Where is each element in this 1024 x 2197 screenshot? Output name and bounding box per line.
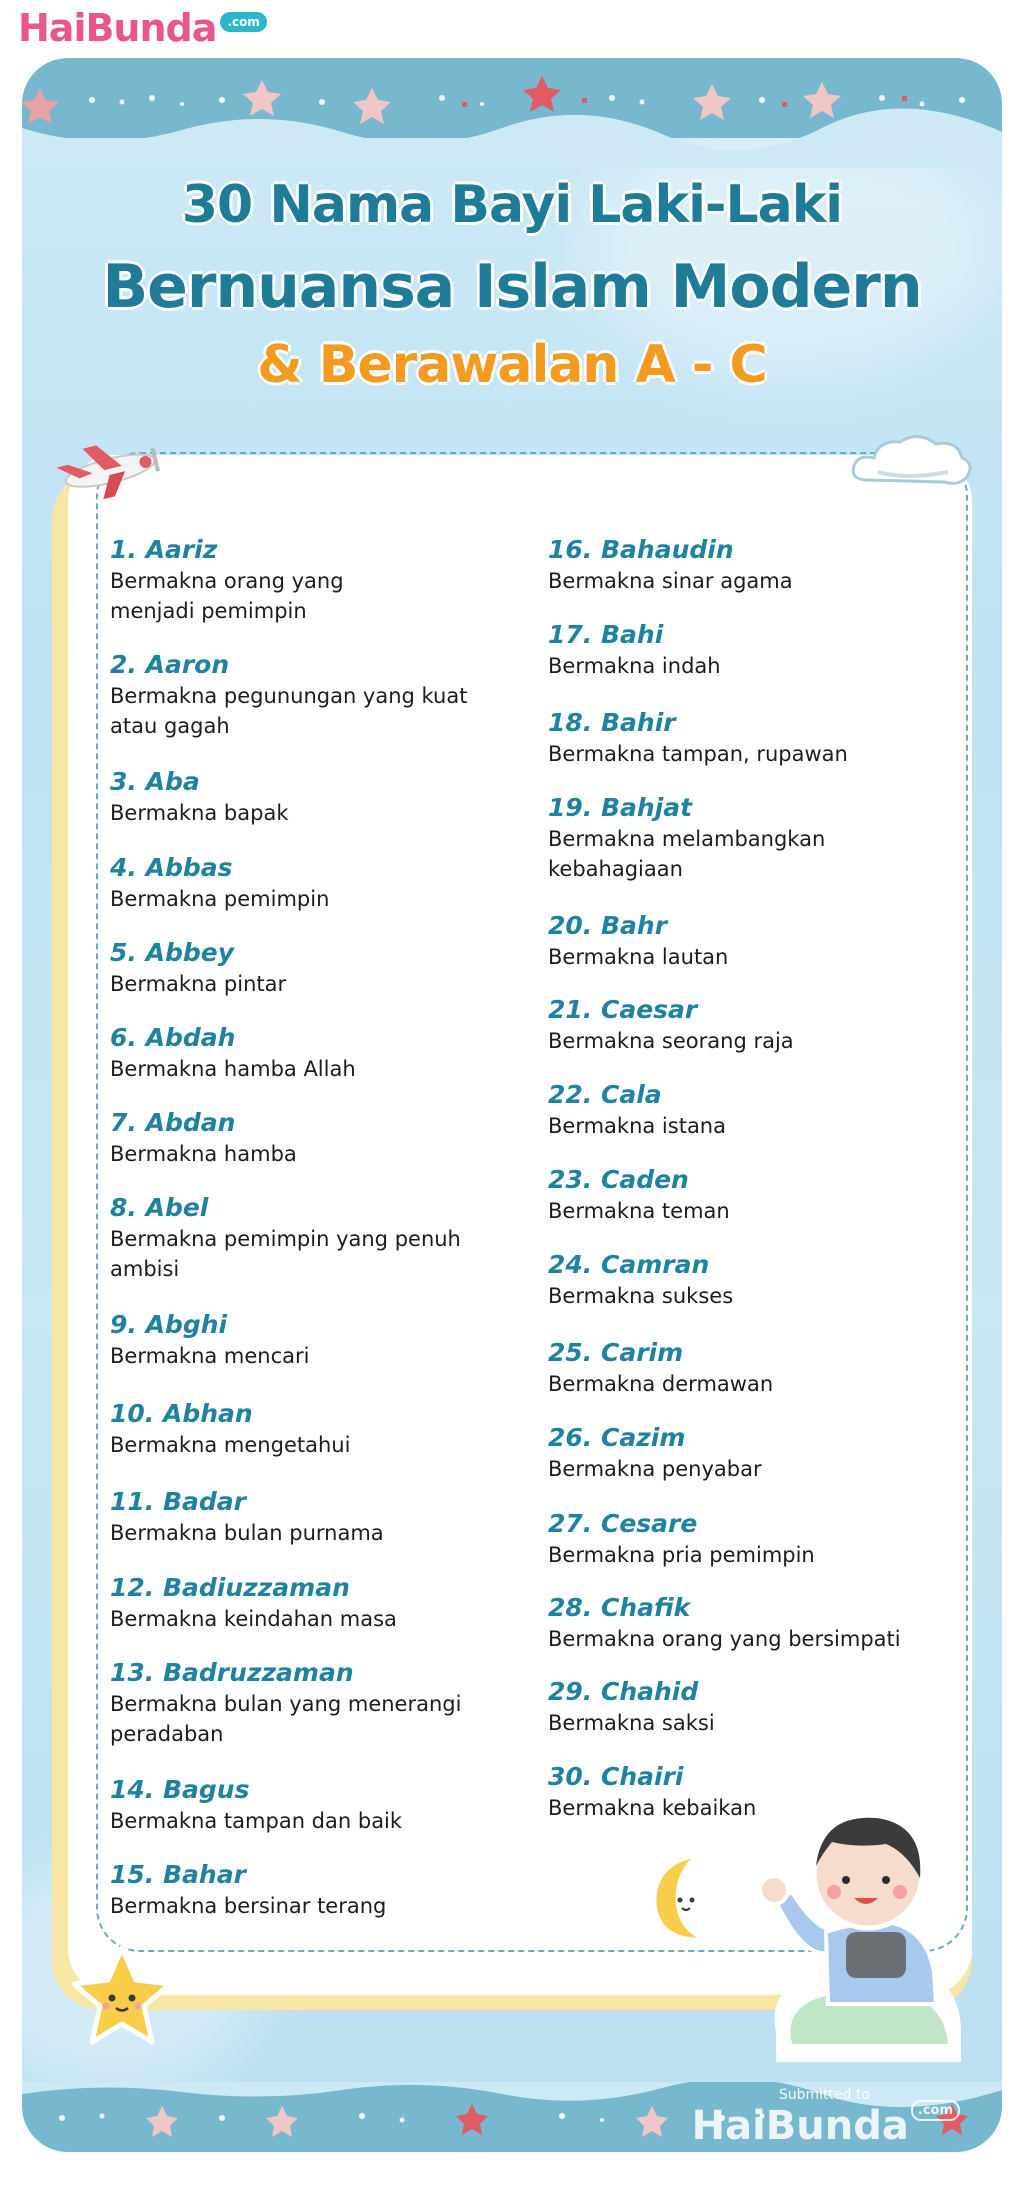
- list-item: [548, 1508, 968, 1570]
- item-meaning: Bermakna teman: [548, 1199, 730, 1223]
- item-meaning: Bermakna orang yang bersimpati: [548, 1627, 901, 1651]
- item-meaning: Bermakna penyabar: [548, 1457, 762, 1481]
- title-line-1: 30 Nama Bayi Laki-Laki: [181, 175, 843, 235]
- item-meaning: Bermakna orang yang menjadi pemimpin: [110, 569, 344, 623]
- item-name: 14. Bagus: [110, 1775, 250, 1804]
- list-item: [548, 910, 968, 972]
- item-meaning: Bermakna hamba Allah: [110, 1057, 356, 1081]
- list-item: [548, 1337, 968, 1399]
- item-name: 11. Badar: [110, 1487, 247, 1516]
- item-name: 24. Camran: [548, 1250, 710, 1279]
- item-meaning: Bermakna mencari: [110, 1344, 310, 1368]
- list-item: [548, 1592, 968, 1654]
- item-name: 4. Abbas: [110, 853, 233, 882]
- brand-logo: [18, 6, 267, 54]
- item-name: 9. Abghi: [110, 1310, 228, 1339]
- item-name: 26. Cazim: [548, 1423, 686, 1452]
- moon-icon: [640, 1848, 730, 1948]
- list-item: [110, 1192, 530, 1284]
- item-meaning: Bermakna lautan: [548, 945, 729, 969]
- list-item: [548, 1422, 968, 1484]
- list-item: [110, 937, 530, 999]
- footer-brand: HaiBunda: [691, 2103, 909, 2149]
- item-name: 3. Aba: [110, 767, 200, 796]
- item-meaning: Bermakna pemimpin: [110, 887, 330, 911]
- footer-watermark: [692, 2087, 960, 2149]
- item-name: 18. Bahir: [548, 708, 676, 737]
- list-item: [548, 619, 968, 681]
- title-line-3: & Berawalan A - C: [257, 335, 767, 395]
- item-meaning: Bermakna seorang raja: [548, 1029, 794, 1053]
- item-meaning: Bermakna sukses: [548, 1284, 734, 1308]
- item-meaning: Bermakna saksi: [548, 1711, 715, 1735]
- item-meaning: Bermakna bersinar terang: [110, 1894, 387, 1918]
- list-item: [110, 1309, 530, 1371]
- item-name: 7. Abdan: [110, 1108, 236, 1137]
- list-item: [110, 534, 530, 626]
- item-meaning: Bermakna pegunungan yang kuat atau gagah: [110, 684, 468, 738]
- submitted-label: Submitted to: [778, 2087, 870, 2103]
- airplane-icon: [48, 428, 178, 508]
- item-name: 12. Badiuzzaman: [110, 1573, 350, 1602]
- list-item: [110, 1572, 530, 1634]
- top-decor-band: [22, 58, 1002, 138]
- item-name: 2. Aaron: [110, 650, 230, 679]
- item-meaning: Bermakna istana: [548, 1114, 726, 1138]
- item-meaning: Bermakna sinar agama: [548, 569, 793, 593]
- item-name: 23. Caden: [548, 1165, 689, 1194]
- item-name: 15. Bahar: [110, 1860, 246, 1889]
- list-item: [548, 994, 968, 1056]
- item-meaning: Bermakna bulan yang menerangi peradaban: [110, 1692, 462, 1746]
- list-item: [110, 649, 530, 741]
- item-meaning: Bermakna keindahan masa: [110, 1607, 397, 1631]
- item-meaning: Bermakna dermawan: [548, 1372, 774, 1396]
- item-name: 29. Chahid: [548, 1677, 699, 1706]
- list-item: [548, 1079, 968, 1141]
- cloud-icon: [848, 428, 976, 498]
- item-name: 5. Abbey: [110, 938, 234, 967]
- item-meaning: Bermakna mengetahui: [110, 1433, 351, 1457]
- footer-domain: .com: [911, 2100, 960, 2121]
- item-name: 17. Bahi: [548, 620, 664, 649]
- item-name: 16. Bahaudin: [548, 535, 734, 564]
- item-meaning: Bermakna pria pemimpin: [548, 1543, 815, 1567]
- list-item: [548, 792, 968, 884]
- list-item: [110, 1774, 530, 1836]
- item-name: 25. Carim: [548, 1338, 684, 1367]
- item-name: 27. Cesare: [548, 1509, 698, 1538]
- item-meaning: Bermakna hamba: [110, 1142, 297, 1166]
- item-name: 22. Cala: [548, 1080, 662, 1109]
- list-item: [110, 1657, 530, 1749]
- item-meaning: Bermakna bapak: [110, 801, 289, 825]
- list-item: [548, 1676, 968, 1738]
- brand-domain-badge: .com: [220, 12, 266, 32]
- item-meaning: Bermakna kebaikan: [548, 1796, 757, 1820]
- baby-boy-illustration: [736, 1782, 986, 2082]
- item-name: 30. Chairi: [548, 1762, 684, 1791]
- list-item: [110, 1022, 530, 1084]
- list-item: [548, 534, 968, 596]
- item-name: 13. Badruzzaman: [110, 1658, 354, 1687]
- item-meaning: Bermakna melambangkan kebahagiaan: [548, 827, 826, 881]
- item-meaning: Bermakna tampan dan baik: [110, 1809, 403, 1833]
- item-meaning: Bermakna indah: [548, 654, 721, 678]
- title-line-2: Bernuansa Islam Modern: [102, 252, 922, 322]
- list-item: [110, 1859, 530, 1921]
- item-meaning: Bermakna tampan, rupawan: [548, 742, 848, 766]
- star-character-icon: [66, 1942, 178, 2052]
- item-name: 20. Bahr: [548, 911, 668, 940]
- brand-wordmark: HaiBunda: [18, 6, 217, 50]
- item-meaning: Bermakna pemimpin yang penuh ambisi: [110, 1227, 461, 1281]
- list-item: [548, 1761, 968, 1823]
- list-item: [110, 1107, 530, 1169]
- list-item: [548, 1249, 968, 1311]
- top-wave-decoration: [22, 58, 1002, 168]
- item-name: 19. Bahjat: [548, 793, 693, 822]
- item-name: 6. Abdah: [110, 1023, 236, 1052]
- list-item: [110, 1398, 530, 1460]
- list-item: [110, 1486, 530, 1548]
- item-name: 1. Aariz: [110, 535, 218, 564]
- list-item: [110, 766, 530, 828]
- item-name: 8. Abel: [110, 1193, 209, 1222]
- item-name: 21. Caesar: [548, 995, 698, 1024]
- item-meaning: Bermakna pintar: [110, 972, 287, 996]
- list-item: [548, 1164, 968, 1226]
- list-item: [548, 707, 968, 769]
- item-name: 10. Abhan: [110, 1399, 253, 1428]
- item-name: 28. Chafik: [548, 1593, 691, 1622]
- item-meaning: Bermakna bulan purnama: [110, 1521, 384, 1545]
- list-item: [110, 852, 530, 914]
